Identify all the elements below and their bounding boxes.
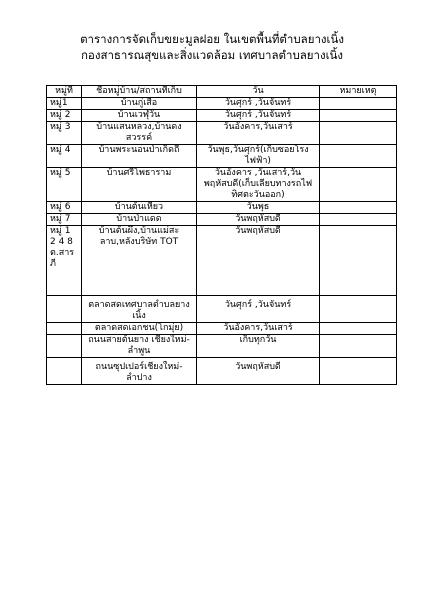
collection-schedule-table: [46, 85, 397, 385]
row-village-name: บ้านต้นผึ้ง,บ้านแม่สะลาบ,หลังบริษัท TOT: [82, 226, 197, 296]
row-note: [320, 202, 397, 214]
row-note: [320, 122, 397, 145]
row-day: วันพฤหัสบดี: [197, 226, 320, 296]
table-row: [47, 110, 397, 122]
row-day: วันศุกร์ ,วันจันทร์: [197, 110, 320, 122]
row-village-name: บ้านแสนหลวง,บ้านดงสวรรค์: [82, 122, 197, 145]
row-day: เก็บทุกวัน: [197, 335, 320, 358]
row-note: [320, 226, 397, 296]
row-note: [320, 323, 397, 335]
row-day: วันศุกร์ ,วันจันทร์: [197, 98, 320, 110]
row-village-no: [47, 323, 82, 335]
row-note: [320, 168, 397, 202]
row-day: วันอังคาร ,วันเสาร์,วันพฤหัสบดี(เก็บเลียบทางรถไฟทิศตะวันออก): [197, 168, 320, 202]
row-village-name: บ้านพระนอนป่าเก็ดถี่: [82, 145, 197, 168]
header-day: วัน: [197, 86, 320, 98]
row-village-name: ตลาดสดเอกชน(โกมุ่ย): [82, 323, 197, 335]
row-village-name: บ้านเวฬุวัน: [82, 110, 197, 122]
table-row: [47, 168, 397, 202]
header-village-no: หมู่ที่: [47, 86, 82, 98]
row-day: วันพฤหัสบดี: [197, 358, 320, 385]
row-village-no: หมู่ 7: [47, 214, 82, 226]
row-village-name: ตลาดสดเทศบาลตำบลยางเนิ้ง: [82, 296, 197, 323]
document-title: ตารางการจัดเก็บขยะมูลฝอย ในเขตพื้นที่ตำบลยางเนิ้ง: [80, 32, 344, 46]
table-row: [47, 226, 397, 296]
row-village-no: หมู่ 2: [47, 110, 82, 122]
row-village-no: หมู่ 5: [47, 168, 82, 202]
table-header-row: [47, 86, 397, 98]
row-note: [320, 335, 397, 358]
table-row: [47, 335, 397, 358]
row-village-no: หมู่ 4: [47, 145, 82, 168]
row-note: [320, 145, 397, 168]
row-day: วันพฤหัสบดี: [197, 214, 320, 226]
table-row: [47, 202, 397, 214]
row-note: [320, 214, 397, 226]
table-row: [47, 214, 397, 226]
row-note: [320, 358, 397, 385]
row-village-name: บ้านกู่เสือ: [82, 98, 197, 110]
header-note: หมายเหตุ: [320, 86, 397, 98]
row-village-no: [47, 358, 82, 385]
row-day: วันศุกร์ ,วันจันทร์: [197, 296, 320, 323]
header-village-name: ชื่อหมู่บ้าน/สถานที่เก็บ: [82, 86, 197, 98]
row-day: วันพุธ: [197, 202, 320, 214]
table-row: [47, 296, 397, 323]
row-village-name: ถนนซุปเปอร์เชียงใหม่-ลำปาง: [82, 358, 197, 385]
row-village-no: หมู่ 3: [47, 122, 82, 145]
row-village-name: ถนนสายต้นยาง เชียงใหม่-ลำพูน: [82, 335, 197, 358]
row-village-no: หมู่ 6: [47, 202, 82, 214]
table-row: [47, 358, 397, 385]
row-village-no: หมู่1: [47, 98, 82, 110]
row-village-no: [47, 335, 82, 358]
row-village-name: บ้านต้นเหียว: [82, 202, 197, 214]
row-day: วันพุธ,วันศุกร์(เก็บซอยโรงไฟฟ้า): [197, 145, 320, 168]
row-day: วันอังคาร,วันเสาร์: [197, 122, 320, 145]
row-day: วันอังคาร,วันเสาร์: [197, 323, 320, 335]
document-subtitle: กองสาธารณสุขและสิ่งแวดล้อม เทศบาลตำบลยางเนิ้ง: [80, 48, 344, 62]
table-row: [47, 122, 397, 145]
row-note: [320, 296, 397, 323]
table-row: [47, 98, 397, 110]
row-note: [320, 98, 397, 110]
row-village-name: บ้านป่าแดด: [82, 214, 197, 226]
row-note: [320, 110, 397, 122]
row-village-no: [47, 296, 82, 323]
table-row: [47, 145, 397, 168]
table-row: [47, 323, 397, 335]
row-village-no: หมู่ 1 2 4 8 ต.สารภี: [47, 226, 82, 296]
row-village-name: บ้านศรีโพธาราม: [82, 168, 197, 202]
